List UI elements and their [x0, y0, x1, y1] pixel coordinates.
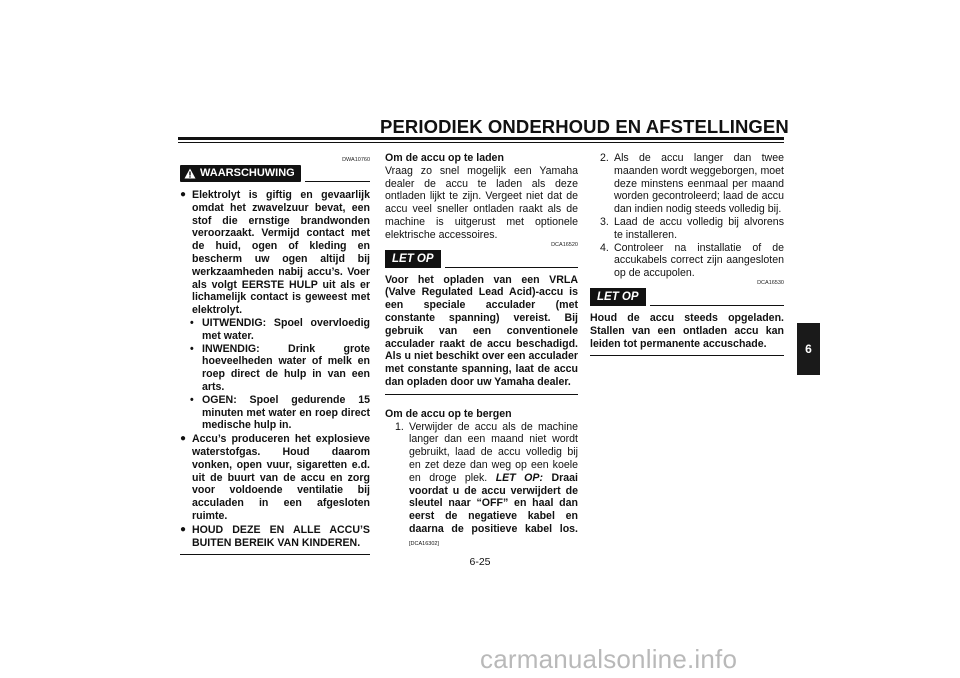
- caution-header-line: [650, 304, 784, 306]
- bullet-dot-icon: ●: [180, 189, 187, 200]
- section-title-charge: Om de accu op te laden: [385, 152, 504, 164]
- warning-bullet-1: [180, 189, 370, 317]
- watermark: carmanualsonline.info: [480, 644, 738, 674]
- column-storage: [590, 152, 784, 356]
- bullet-dot-icon: ●: [180, 433, 187, 445]
- header-rule-thin: [178, 142, 784, 143]
- inline-caution-text: Draai voordat u de accu verwijdert de sleutel naar “OFF” en haal dan eerst de negatieve kabel en daarna de positieve kabel los.: [409, 471, 578, 535]
- charge-paragraph: Vraag zo snel mogelijk een Yamaha dealer de accu te laden als deze ontladen lijkt te zijn. Vergeet niet dat de accu veel sneller ontladen raakt als de machine is uitgerust met optionele elektrische accessoires.: [385, 164, 578, 241]
- sub-bullet-icon: •: [190, 316, 194, 329]
- storage-step-2: [600, 152, 784, 216]
- storage-step-3: [600, 216, 784, 242]
- caution-text: Voor het opladen van een VRLA (Valve Regulated Lead Acid)-accu is een speciale acculader (met constante spanning) vereist. Bij gebruik van een conventionele acculader raakt de accu beschadigd. Als u niet beschikt over een acculader met constante spanning, laat de accu dan opladen door uw Yamaha dealer.: [385, 273, 578, 388]
- header-rule-thick: [178, 137, 784, 140]
- warning-sub-2: [190, 343, 370, 394]
- caution-badge: LET OP: [385, 250, 441, 268]
- inline-caution-code: [DCA16302]: [409, 540, 439, 547]
- warning-sub-text: UITWENDIG: Spoel overvloedig met water.: [202, 316, 370, 342]
- caution-text: Houd de accu steeds opgeladen. Stallen van een ontladen accu kan leiden tot permanente accuschade.: [590, 311, 784, 350]
- caution-end-rule: [590, 355, 784, 356]
- step-text: Controleer na installatie of de accukabels correct zijn aangesloten op de accupolen.: [614, 241, 784, 280]
- step-text: Als de accu langer dan twee maanden wordt weggeborgen, moet deze minstens eenmaal per maand worden gecontroleerd; laad de accu dan indien nodig steeds volledig bij.: [614, 152, 784, 216]
- page-number: 6-25: [469, 556, 491, 568]
- column-warning: [180, 157, 370, 555]
- step-number: 1.: [395, 420, 404, 433]
- warning-header-line: [305, 180, 370, 182]
- warning-sub-1: [190, 317, 370, 343]
- warning-bullet-text: HOUD DEZE EN ALLE ACCU’S BUITEN BEREIK VAN KINDEREN.: [192, 523, 370, 549]
- caution-badge: LET OP: [590, 288, 646, 306]
- section-title-storage: Om de accu op te bergen: [385, 407, 512, 420]
- caution-header: [590, 288, 784, 306]
- warning-sub-text: INWENDIG: Drink grote hoeveelheden water of melk en roep direct de hulp in van een arts.: [202, 342, 370, 393]
- caution-code: DCA16520: [551, 241, 578, 248]
- warning-bullet-2: [180, 433, 370, 523]
- step-text-plain: Verwijder de accu als de machine langer dan een maand niet wordt gebruikt, laad de accu volledig bij en zet deze dan weg op een koele en droge plek.: [409, 420, 578, 484]
- warning-header: [180, 165, 370, 182]
- inline-caution-label: LET OP:: [495, 471, 544, 484]
- storage-step-1: [395, 421, 578, 551]
- warning-bullet-text: Accu’s produceren het explosieve waterstofgas. Houd daarom vonken, open vuur, sigaretten e.d. uit de buurt van de accu en zorg voor voldoende ventilatie bij acculaden in een afgesloten ruimte.: [192, 433, 370, 522]
- warning-sub-text: OGEN: Spoel gedurende 15 minuten met water en roep direct medische hulp in.: [202, 393, 370, 432]
- step-number: 3.: [600, 215, 609, 228]
- chapter-tab: 6: [797, 323, 820, 375]
- warning-bullet-3: [180, 524, 370, 550]
- warning-sub-3: [190, 394, 370, 432]
- sub-bullet-icon: •: [190, 342, 194, 355]
- column-charging: [385, 152, 578, 551]
- page-title: PERIODIEK ONDERHOUD EN AFSTELLINGEN: [380, 116, 789, 137]
- storage-step-4: [600, 242, 784, 280]
- warning-label: WAARSCHUWING: [200, 167, 295, 179]
- step-text: [409, 421, 578, 551]
- sub-bullet-icon: •: [190, 393, 194, 406]
- warning-bullet-text: Elektrolyt is giftig en gevaarlijk omdat het zwavelzuur bevat, een stof die ernstige brandwonden veroorzaakt. Vermijd contact met de huid, ogen of kleding en bescherm uw ogen altijd bij werkzaamheden nabij accu’s. Voer als volgt EERSTE HULP uit als er lichamelijk contact is geweest met elektrolyt.: [192, 189, 370, 317]
- warning-code: DWA10760: [342, 157, 370, 163]
- bullet-dot-icon: ●: [180, 523, 187, 535]
- step-text: Laad de accu volledig bij alvorens te installeren.: [614, 215, 784, 241]
- warning-badge: [180, 165, 301, 182]
- step-number: 2.: [600, 152, 609, 164]
- caution-header: [385, 250, 578, 268]
- caution-code: DCA16530: [757, 279, 784, 286]
- warning-triangle-icon: [184, 168, 196, 179]
- caution-header-line: [445, 266, 578, 268]
- step-number: 4.: [600, 241, 609, 254]
